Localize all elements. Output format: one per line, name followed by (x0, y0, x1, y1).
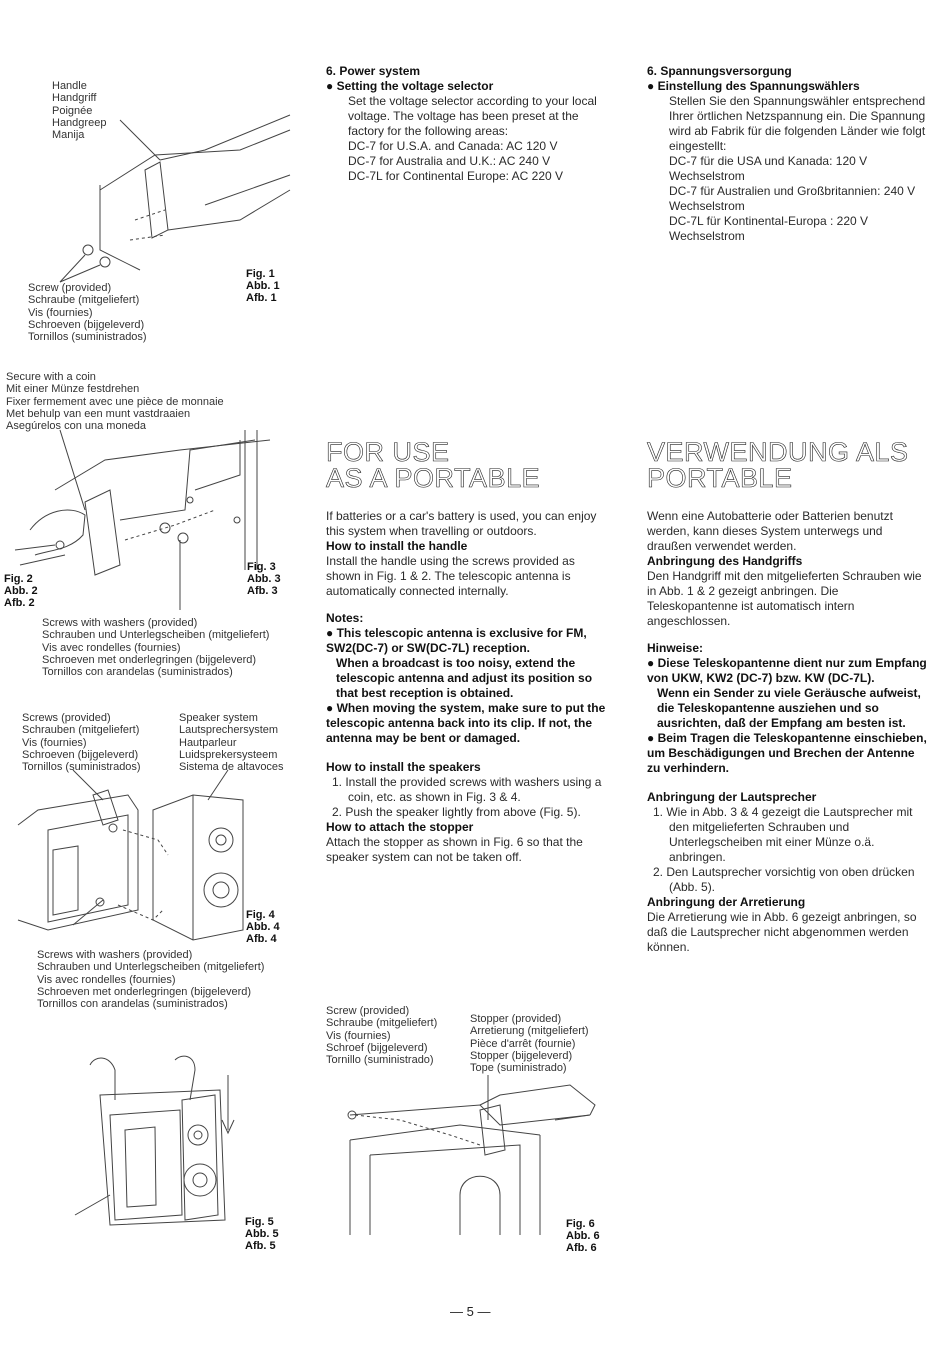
de-speakers-heading: Anbringung der Lautsprecher (647, 790, 817, 804)
fig1-caption: Fig. 1 Abb. 1 Afb. 1 (246, 268, 280, 304)
de-speakers-step-2: 2. Den Lautsprecher vorsichtig von oben drücken (Abb. 5). (653, 865, 915, 894)
en-portable-title: FOR USE AS A PORTABLE (326, 437, 541, 493)
en-voltage-line-3: DC-7L for Continental Europe: AC 220 V (348, 169, 564, 183)
de-voltage-line-1: DC-7 für die USA und Kanada: 120 V Wechselstrom (669, 154, 868, 183)
de-voltage-line-3: DC-7L für Kontinental-Europa : 220 V Wechselstrom (669, 214, 869, 243)
en-handle-text: Install the handle using the screws provided as shown in Fig. 1 & 2. The telescopic antenna is automatically connected internally. (326, 554, 575, 598)
en-voltage-line-1: DC-7 for U.S.A. and Canada: AC 120 V (348, 139, 558, 153)
de-handle-heading: Anbringung des Handgriffs (647, 554, 803, 568)
fig5-illustration (70, 1055, 240, 1225)
fig4-screws-labels: Screws (provided) Schrauben (mitgeliefert) Vis (fournies) Schroeven (bijgeleverd) Tornillos (suministrados) (22, 712, 141, 774)
de-stopper-text: Die Arretierung wie in Abb. 6 gezeigt anbringen, so daß die Lautsprecher nicht abgenommen werden können. (647, 910, 917, 954)
fig6-screw-labels: Screw (provided) Schraube (mitgeliefert) Vis (fournies) Schroef (bijgeleverd) Tornillo (suministrado) (326, 1005, 438, 1067)
page-number: — 5 — (450, 1304, 491, 1319)
de-power-heading: 6. Spannungsversorgung (647, 64, 792, 78)
en-handle-heading: How to install the handle (326, 539, 468, 553)
fig2-fig3-illustration (15, 430, 275, 590)
en-note-1: ● This telescopic antenna is exclusive for FM, SW2(DC-7) or SW(DC-7L) reception. (326, 626, 587, 655)
fig4-washer-labels: Screws with washers (provided) Schrauben und Unterlegscheiben (mitgeliefert) Vis avec rondelles (fournies) Schroeven met onderlegringen (bijgeleverd) Tornillos con arandelas (suministrados) (37, 949, 265, 1011)
german-portable-section (647, 509, 927, 955)
de-notes-heading: Hinweise: (647, 641, 704, 655)
de-portable-title: VERWENDUNG ALS PORTABLE (647, 437, 909, 493)
fig3-washer-labels: Screws with washers (provided) Schrauben und Unterlegscheiben (mitgeliefert) Vis avec rondelles (fournies) Schroeven met onderlegringen (bijgeleverd) Tornillos con arandelas (suministrados) (42, 617, 270, 679)
de-note-1: ● Diese Teleskopantenne dient nur zum Empfang von UKW, KW2 (DC-7) bzw. KW (DC-7L). (647, 656, 927, 685)
german-power-section (647, 64, 929, 244)
fig6-stopper-labels: Stopper (provided) Arretierung (mitgeliefert) Pièce d'arrêt (fournie) Stopper (bijgeleverd) Tope (suministrado) (470, 1013, 589, 1075)
en-speakers-step-2: 2. Push the speaker lightly from above (Fig. 5). (332, 805, 581, 819)
de-note-1b: Wenn ein Sender zu viele Geräusche aufweist, die Teleskopantenne ausziehen und so ausrichten, daß der Empfang am besten ist. (657, 686, 921, 730)
en-speakers-step-1: 1. Install the provided screws with washers using a coin, etc. as shown in Fig. 3 & 4. (332, 775, 602, 804)
fig1-screw-labels: Screw (provided) Schraube (mitgeliefert) Vis (fournies) Schroeven (bijgeleverd) Tornillos (suministrados) (28, 282, 147, 344)
fig2-caption: Fig. 2 Abb. 2 Afb. 2 (4, 573, 38, 609)
de-intro: Wenn eine Autobatterie oder Batterien benutzt werden, kann dieses System unterwegs und draußen verwendet werden. (647, 509, 893, 553)
english-power-section (326, 64, 612, 184)
de-voltage-line-2: DC-7 für Australien und Großbritannien: 240 V Wechselstrom (669, 184, 916, 213)
de-voltage-heading: ● Einstellung des Spannungswählers (647, 79, 860, 93)
fig1-handle-illustration (40, 110, 290, 290)
fig1-handle-labels: Handle Handgriff Poignée Handgreep Manija (52, 80, 107, 142)
en-stopper-text: Attach the stopper as shown in Fig. 6 so that the speaker system can not be taken off. (326, 835, 583, 864)
fig6-illustration (340, 1075, 600, 1235)
coin-note: Secure with a coin Mit einer Münze festdrehen Fixer fermement avec une pièce de monnaie Met behulp van een munt vastdraaien Asegúrelos con una moneda (6, 371, 224, 433)
de-stopper-heading: Anbringung der Arretierung (647, 895, 806, 909)
en-stopper-heading: How to attach the stopper (326, 820, 474, 834)
de-handle-text: Den Handgriff mit den mitgelieferten Schrauben wie in Abb. 1 & 2 gezeigt anbringen. Die Teleskopantenne ist automatisch intern angeschlossen. (647, 569, 922, 628)
en-note-2: ● When moving the system, make sure to put the telescopic antenna back into its clip. If not, the antenna may be bent or damaged. (326, 701, 606, 745)
en-power-heading: 6. Power system (326, 64, 421, 78)
en-voltage-text: Set the voltage selector according to your local voltage. The voltage has been preset at the factory for the following areas: (348, 94, 597, 138)
en-voltage-heading: ● Setting the voltage selector (326, 79, 494, 93)
fig5-caption: Fig. 5 Abb. 5 Afb. 5 (245, 1216, 279, 1252)
en-notes-heading: Notes: (326, 611, 364, 625)
en-voltage-line-2: DC-7 for Australia and U.K.: AC 240 V (348, 154, 551, 168)
english-portable-section (326, 509, 606, 865)
fig4-illustration (18, 770, 248, 945)
fig6-caption: Fig. 6 Abb. 6 Afb. 6 (566, 1218, 600, 1254)
en-intro: If batteries or a car's battery is used, you can enjoy this system when travelling or outdoors. (326, 509, 597, 538)
fig4-speaker-labels: Speaker system Lautsprechersystem Hautparleur Luidsprekersysteem Sistema de altavoces (179, 712, 284, 774)
de-note-2: ● Beim Tragen die Teleskopantenne einschieben, um Beschädigungen und Brechen der Antenne zu verhindern. (647, 731, 927, 775)
fig3-caption: Fig. 3 Abb. 3 Afb. 3 (247, 561, 281, 597)
de-speakers-step-1: 1. Wie in Abb. 3 & 4 gezeigt die Lautsprecher mit den mitgelieferten Schrauben und Unterlegscheiben mit einer Münze o.ä. anbringen. (653, 805, 913, 864)
en-speakers-heading: How to install the speakers (326, 760, 481, 774)
de-voltage-text: Stellen Sie den Spannungswähler entsprechend Ihrer örtlichen Netzspannung ein. Die Spannung wird ab Fabrik für die folgenden Länder wie folgt eingestellt: (669, 94, 926, 153)
fig4-caption: Fig. 4 Abb. 4 Afb. 4 (246, 909, 280, 945)
en-note-1b: When a broadcast is too noisy, extend the telescopic antenna and adjust its position so that best reception is obtained. (336, 656, 593, 700)
